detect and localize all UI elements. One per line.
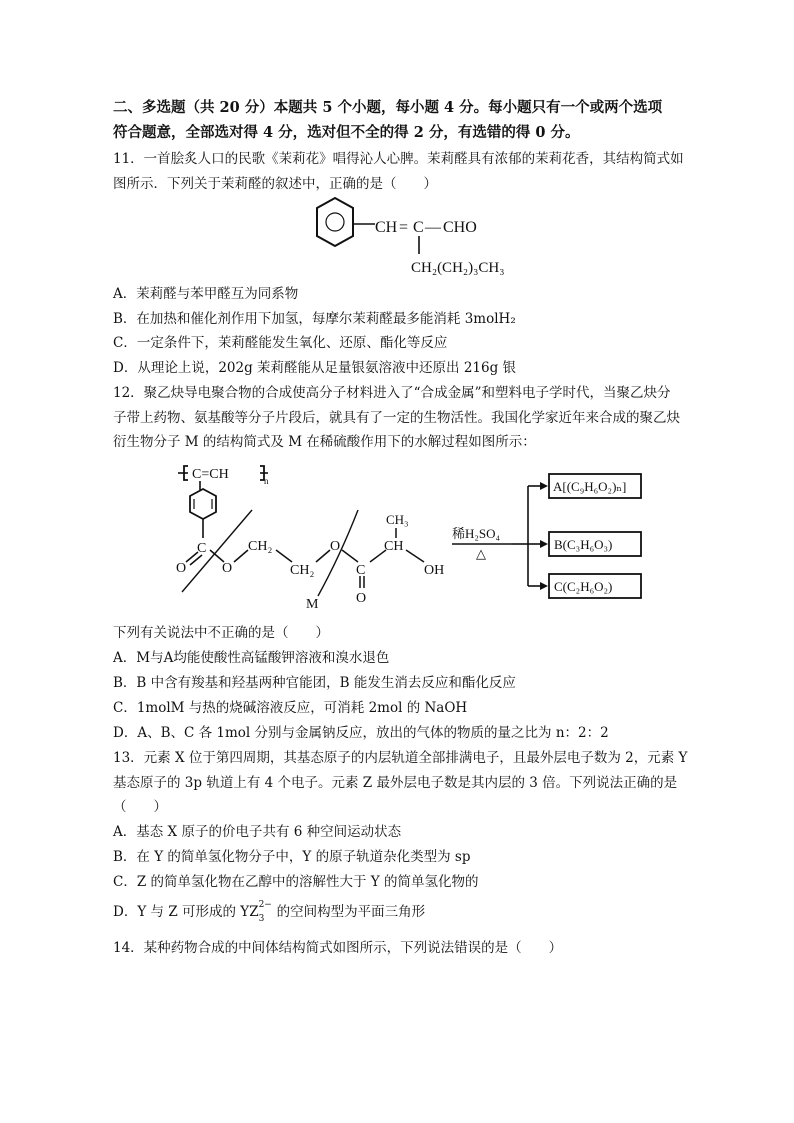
- q12-stem-line3: 衍生物分子 M 的结构简式及 M 在稀硫酸作用下的水解过程如图所示：: [113, 434, 536, 450]
- q13-option-b: B．在 Y 的简单氢化物分子中，Y 的原子轨道杂化类型为 sp: [113, 849, 471, 865]
- q11-dash-label: —: [425, 219, 441, 236]
- q12-lead: 下列有关说法中不正确的是（ ）: [113, 625, 329, 641]
- q12-heat: △: [476, 546, 486, 561]
- section-heading-line1: 二、多选题（共 20 分）本题共 5 个小题，每小题 4 分。每小题只有一个或两个选项: [113, 99, 663, 116]
- q12-ch2-b: CH₂: [290, 563, 315, 578]
- q12-product-a: A[(C₉H₆O₂)ₙ]: [553, 479, 627, 494]
- q12-c2: C: [356, 563, 366, 578]
- q11-stem-line1: 11．一首脍炙人口的民歌《茉莉花》唱得沁人心脾。茉莉醛具有浓郁的茉莉花香，其结构简式如: [113, 151, 684, 167]
- q11-option-b: B．在加热和催化剂作用下加氢，每摩尔茉莉醛最多能消耗 3molH₂: [113, 311, 516, 327]
- q12-option-b: B．B 中含有羧基和羟基两种官能团，B 能发生消去反应和酯化反应: [113, 675, 516, 691]
- benzene-ring: [317, 198, 353, 246]
- q12-carbonyl-o1: O: [176, 561, 187, 576]
- q11-jasminaldehyde-structure: [295, 196, 520, 280]
- q13-option-d-prefix: D．Y 与 Z 可形成的 YZ: [113, 904, 259, 920]
- q12-ester-o1: O: [222, 561, 233, 576]
- q12-ch3: CH₃: [386, 512, 409, 527]
- q13-ion-subscript: 3: [258, 914, 265, 924]
- q11-chain-label: CH₂(CH₂)₃CH₃: [411, 260, 505, 276]
- q12-polymer-n: n: [264, 476, 269, 486]
- q12-carbonyl-o2: O: [356, 591, 367, 606]
- q12-oh: OH: [424, 563, 445, 578]
- q14-stem-line1: 14．某种药物合成的中间体结构简式如图所示，下列说法错误的是（ ）: [113, 940, 563, 956]
- q13-option-d-suffix: 的空间构型为平面三角形: [276, 904, 426, 920]
- q13-option-d: [113, 900, 426, 924]
- q11-cho-label: CHO: [443, 219, 477, 236]
- q12-stem-line2: 子带上药物、氨基酸等分子片段后，就具有了一定的生物活性。我国化学家近年来合成的聚乙炔: [113, 410, 680, 426]
- q11-stem-line2: 图所示．下列关于茉莉醛的叙述中，正确的是（ ）: [113, 176, 437, 192]
- q12-product-b: B(C₃H₆O₃): [554, 537, 613, 552]
- q12-product-c: C(C₂H₆O₂): [554, 579, 613, 594]
- q12-polymer-unit: C=CH: [192, 467, 229, 482]
- q13-ion-charge: 2−: [258, 900, 272, 910]
- q11-c-label: C: [413, 219, 424, 236]
- q13-stem-line3: （ ）: [113, 799, 167, 815]
- q12-ch: CH: [384, 539, 404, 554]
- q13-yz3-ion: [258, 900, 277, 924]
- q12-option-c: C．1molM 与热的烧碱溶液反应，可消耗 2mol 的 NaOH: [113, 700, 468, 716]
- q11-ch-label: CH: [375, 219, 398, 236]
- q11-option-d: D．从理论上说，202g 茉莉醛能从足量银氨溶液中还原出 216g 银: [113, 360, 517, 376]
- q13-stem-line1: 13．元素 X 位于第四周期，其基态原子的内层轨道全部排满电子，且最外层电子数为 2，元素 Y: [113, 750, 688, 766]
- q12-ch2-a: CH₂: [248, 539, 273, 554]
- q13-stem-line2: 基态原子的 3p 轨道上有 4 个电子。元素 Z 最外层电子数是其内层的 3 倍。下列说法正确的是: [113, 775, 678, 791]
- q12-option-a: A．M与A均能使酸性高锰酸钾溶液和溴水退色: [113, 650, 390, 666]
- q12-reagent: 稀H₂SO₄: [452, 526, 501, 541]
- section-heading-line2: 符合题意，全部选对得 4 分，选对但不全的得 2 分，有选错的得 0 分。: [113, 124, 580, 141]
- q12-c1: C: [197, 541, 207, 556]
- q11-option-c: C．一定条件下，茉莉醛能发生氧化、还原、酯化等反应: [113, 335, 448, 351]
- q12-label-m: M: [306, 597, 319, 612]
- q11-double-bond-label: =: [399, 219, 409, 236]
- q13-option-a: A．基态 X 原子的价电子共有 6 种空间运动状态: [113, 824, 402, 840]
- q12-ester-o2: O: [330, 539, 341, 554]
- q11-option-a: A．茉莉醛与苯甲醛互为同系物: [113, 286, 299, 302]
- q12-hydrolysis-diagram: [168, 458, 648, 616]
- q12-stem-line1: 12．聚乙炔导电聚合物的合成使高分子材料进入了“合成金属”和塑料电子学时代，当聚乙炔分: [113, 385, 671, 401]
- q13-option-c: C．Z 的简单氢化物在乙醇中的溶解性大于 Y 的简单氢化物的: [113, 874, 479, 890]
- q12-cleavage-line-1: [182, 510, 252, 592]
- q12-option-d: D．A、B、C 各 1mol 分别与金属钠反应，放出的气体的物质的量之比为 n：2：2: [113, 725, 609, 741]
- benzene-ring-inner: [326, 213, 344, 231]
